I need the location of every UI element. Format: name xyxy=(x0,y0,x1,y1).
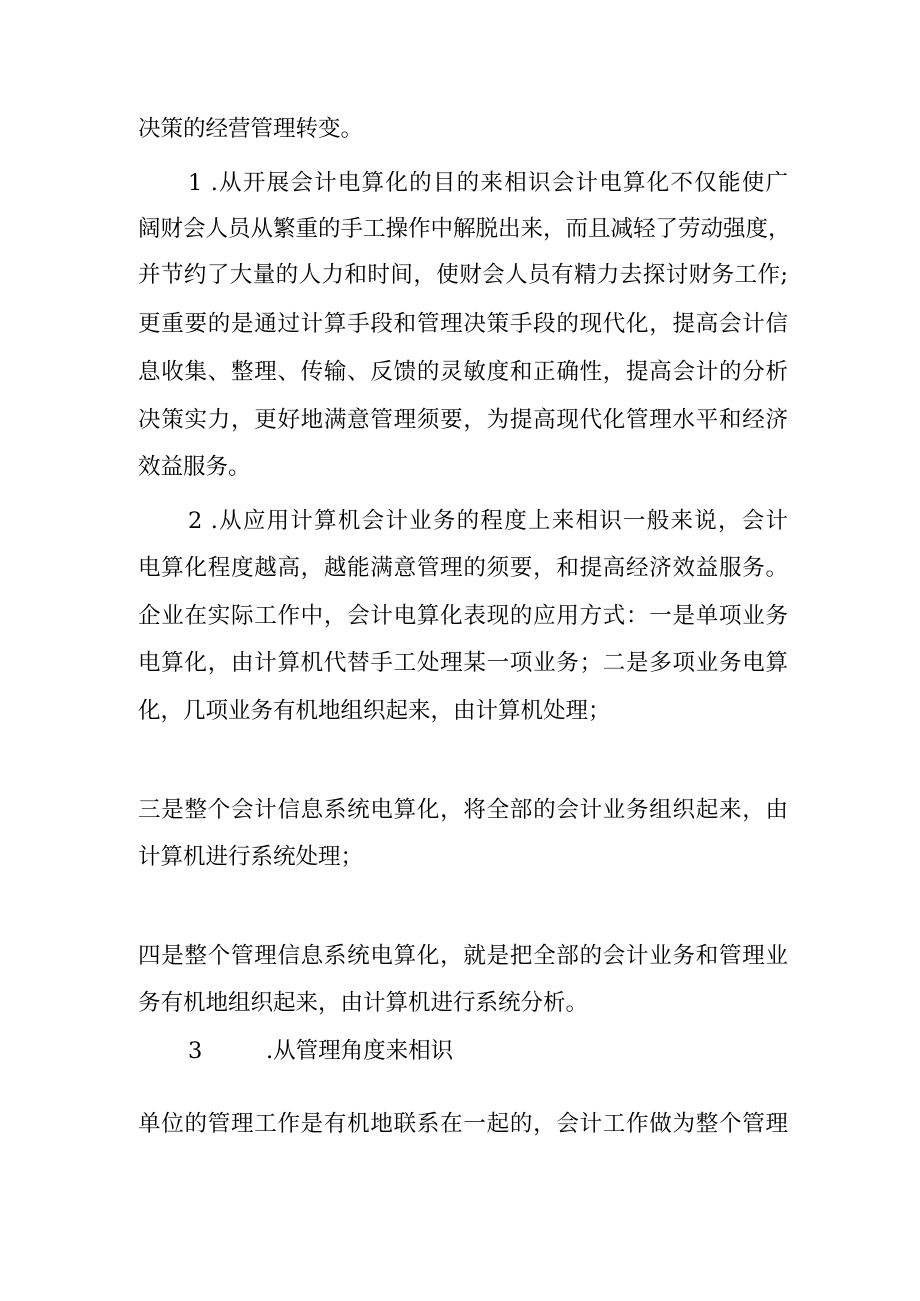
text-line: 企业在实际工作中，会计电算化表现的应用方式：一是单项业务 xyxy=(138,603,788,629)
text-line: 务有机地组织起来，由计算机进行系统分析。 xyxy=(138,990,589,1016)
text-line: 阔财会人员从繁重的手工操作中解脱出来，而且减轻了劳动强度， xyxy=(138,216,791,242)
paragraph-1-first-line: 1 .从开展会计电算化的目的来相识会计电算化不仅能使广 xyxy=(188,170,788,196)
section-3-heading: .从管理角度来相识 xyxy=(266,1038,454,1064)
text-line: 更重要的是通过计算手段和管理决策手段的现代化，提高会计信 xyxy=(138,311,788,337)
text-line: 化，几项业务有机地组织起来，由计算机处理； xyxy=(138,698,611,724)
text-line: 效益服务。 xyxy=(138,454,251,480)
text-line: 单位的管理工作是有机地联系在一起的，会计工作做为整个管理 xyxy=(138,1111,788,1137)
text-line: 四是整个管理信息系统电算化，就是把全部的会计业务和管理业 xyxy=(138,943,788,969)
paragraph-2-first-line: 2 .从应用计算机会计业务的程度上来相识一般来说，会计 xyxy=(188,508,788,534)
text-line: 三是整个会计信息系统电算化，将全部的会计业务组织起来，由 xyxy=(138,797,788,823)
text-line: 息收集、整理、传输、反馈的灵敏度和正确性，提高会计的分析 xyxy=(138,359,788,385)
text-line: 决策的经营管理转变。 xyxy=(138,116,364,142)
text-line: 计算机进行系统处理； xyxy=(138,844,364,870)
text-line: 电算化程度越高，越能满意管理的须要，和提高经济效益服务。 xyxy=(138,555,788,581)
text-line: 并节约了大量的人力和时间，使财会人员有精力去探讨财务工作; xyxy=(138,262,788,288)
text-line: 电算化，由计算机代替手工处理某一项业务；二是多项业务电算 xyxy=(138,650,788,676)
text-line: 决策实力，更好地满意管理须要，为提高现代化管理水平和经济 xyxy=(138,407,788,433)
section-3-number: 3 xyxy=(188,1038,203,1064)
